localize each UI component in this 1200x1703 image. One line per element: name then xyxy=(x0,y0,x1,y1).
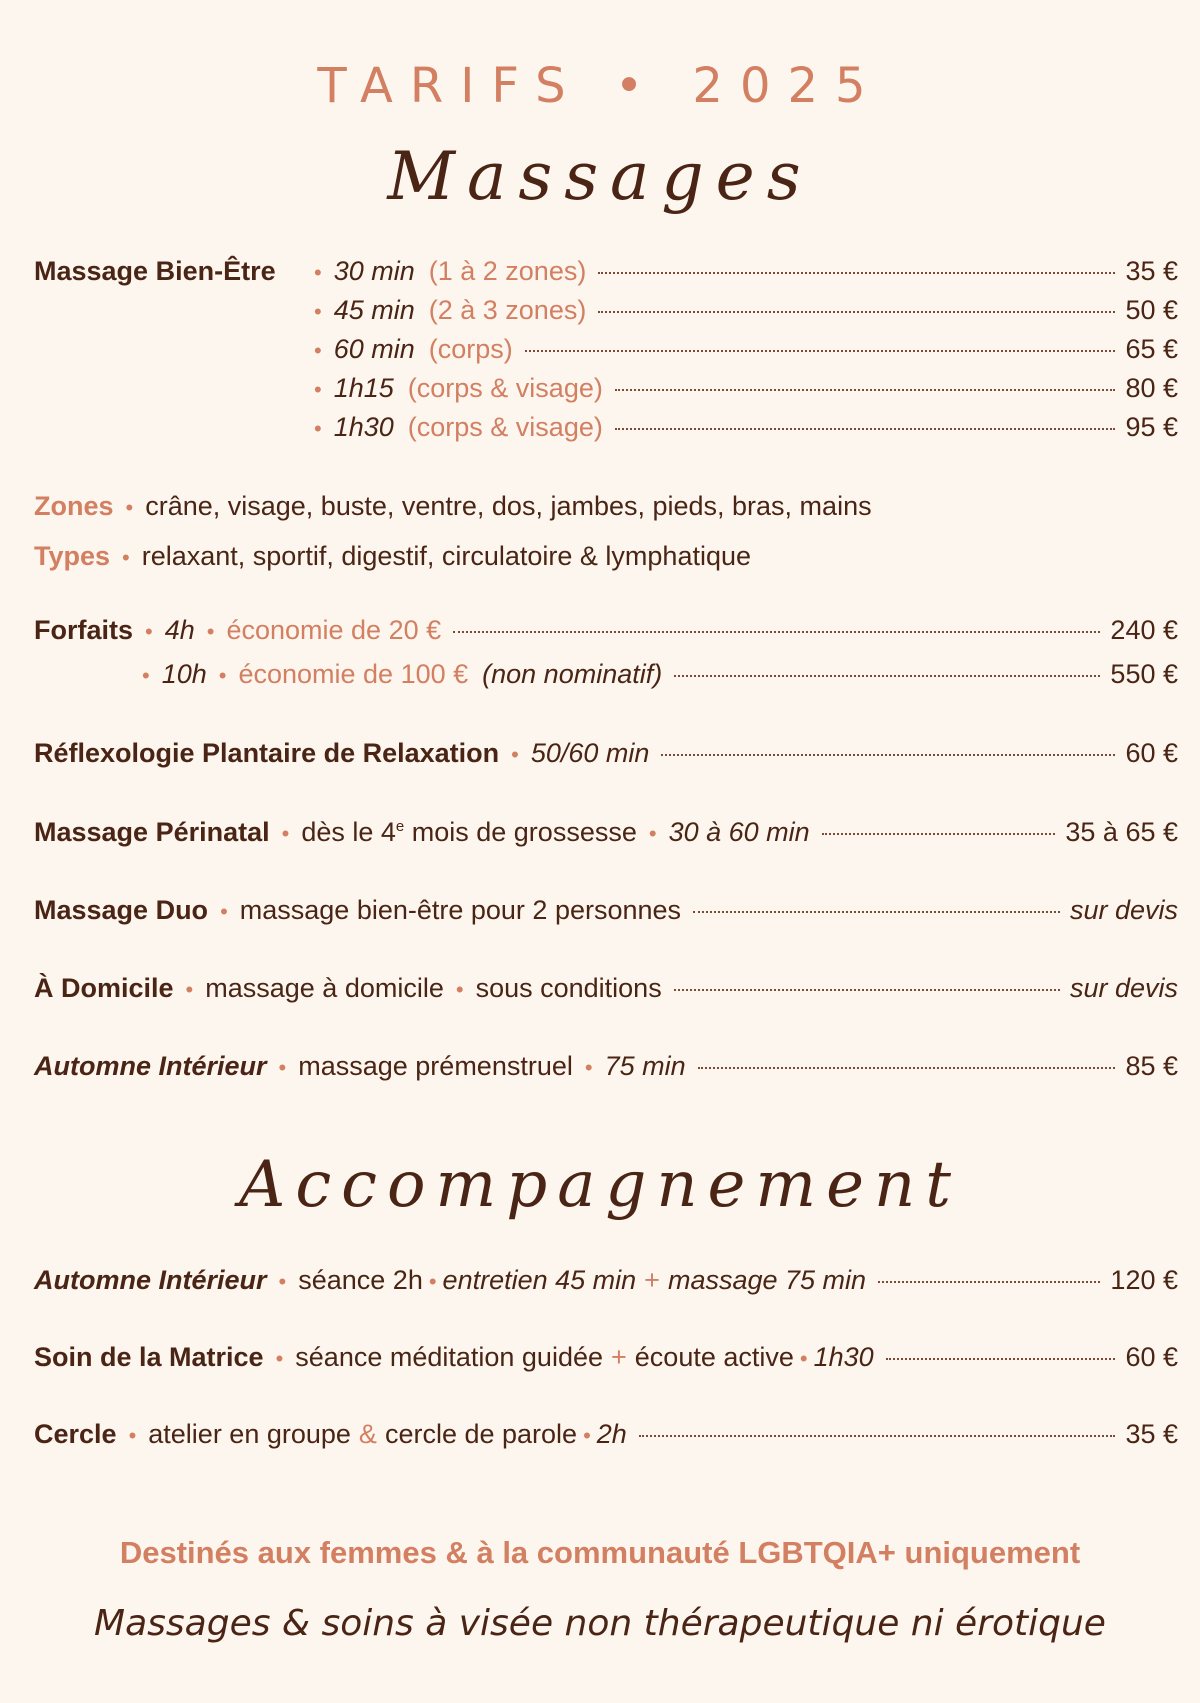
price: 35 € xyxy=(1125,256,1178,286)
zones-text: crâne, visage, buste, ventre, dos, jambes, pieds, bras, mains xyxy=(145,491,872,521)
bullet: • xyxy=(428,1269,437,1294)
price: 60 € xyxy=(1125,738,1178,768)
bullet: • xyxy=(314,416,322,441)
price-row xyxy=(34,412,1178,456)
bullet: • xyxy=(511,742,519,767)
price: 65 € xyxy=(1125,334,1178,364)
bullet: • xyxy=(455,977,464,1002)
note: (non nominatif) xyxy=(482,659,663,689)
leader-dots xyxy=(886,1358,1116,1360)
price-row xyxy=(34,334,1178,378)
price-row xyxy=(34,615,1178,659)
price: 120 € xyxy=(1110,1265,1178,1295)
bullet: • xyxy=(275,1346,284,1371)
price-row xyxy=(34,1051,1178,1095)
section-title-massages: Massages xyxy=(387,138,813,215)
types-text: relaxant, sportif, digestif, circulatoire & lymphatique xyxy=(141,541,752,571)
detail: cercle de parole xyxy=(384,1419,578,1449)
price-row xyxy=(34,373,1178,417)
duration: 75 min xyxy=(604,1051,686,1081)
detail: entretien 45 min xyxy=(442,1265,637,1295)
bullet: • xyxy=(185,977,194,1002)
duration: 30 à 60 min xyxy=(668,817,810,847)
price-row xyxy=(34,256,1178,300)
leader-dots xyxy=(674,675,1100,677)
leader-dots xyxy=(615,428,1116,430)
plus: + xyxy=(644,1265,660,1295)
leader-dots xyxy=(661,754,1115,756)
leader-dots xyxy=(453,631,1100,633)
duration: 1h30 xyxy=(813,1342,874,1372)
service-name: À Domicile xyxy=(34,973,174,1003)
bullet: • xyxy=(278,1269,287,1294)
bullet: • xyxy=(125,495,134,520)
price: 85 € xyxy=(1125,1051,1178,1081)
price-row xyxy=(34,817,1178,861)
detail: massage bien-être pour 2 personnes xyxy=(239,895,682,925)
bullet: • xyxy=(584,1055,593,1080)
detail: séance 2h xyxy=(298,1265,423,1295)
detail: massage à domicile xyxy=(205,973,444,1003)
page-title: TARIFS • 2025 xyxy=(317,58,883,114)
service-name: Automne Intérieur xyxy=(34,1051,267,1081)
detail: écoute active xyxy=(634,1342,794,1372)
types-label: Types xyxy=(34,541,111,571)
bullet: • xyxy=(314,260,322,285)
price: 50 € xyxy=(1125,295,1178,325)
plus: + xyxy=(611,1342,627,1372)
price: 80 € xyxy=(1125,373,1178,403)
detail: dès le 4e mois de grossesse xyxy=(301,817,637,847)
detail: (corps & visage) xyxy=(407,412,603,442)
bullet: • xyxy=(278,1055,287,1080)
leader-dots xyxy=(878,1281,1100,1283)
service-name: Cercle xyxy=(34,1419,117,1449)
leader-dots xyxy=(639,1435,1116,1437)
duration: 10h xyxy=(161,659,207,689)
detail: économie de 100 € xyxy=(238,659,469,689)
section-title-accompagnement: Accompagnement xyxy=(239,1148,961,1222)
bullet: • xyxy=(128,1423,137,1448)
price-row xyxy=(34,1265,1178,1309)
bullet: • xyxy=(122,545,130,570)
bullet: • xyxy=(314,299,322,324)
service-name: Réflexologie Plantaire de Relaxation xyxy=(34,738,500,768)
price: 35 à 65 € xyxy=(1065,817,1178,847)
zones-row xyxy=(34,491,1178,535)
duration: 50/60 min xyxy=(530,738,650,768)
bullet: • xyxy=(314,377,322,402)
detail: massage 75 min xyxy=(667,1265,867,1295)
ampersand: & xyxy=(358,1419,377,1449)
service-name: Forfaits xyxy=(34,615,134,645)
price-row xyxy=(34,295,1178,339)
detail: économie de 20 € xyxy=(226,615,442,645)
bullet: • xyxy=(648,821,657,846)
leader-dots xyxy=(674,989,1060,991)
detail: massage prémenstruel xyxy=(298,1051,573,1081)
price-row xyxy=(34,895,1178,939)
duration: 2h xyxy=(596,1419,627,1449)
bullet: • xyxy=(799,1346,808,1371)
service-name: Massage Bien-Être xyxy=(34,256,276,286)
price: 95 € xyxy=(1125,412,1178,442)
duration: 4h xyxy=(164,615,195,645)
price: 60 € xyxy=(1125,1342,1178,1372)
price-row xyxy=(34,1419,1178,1463)
detail: (2 à 3 zones) xyxy=(428,295,587,325)
detail: (corps) xyxy=(428,334,513,364)
bullet: • xyxy=(314,338,322,363)
price: 240 € xyxy=(1110,615,1178,645)
detail: sous conditions xyxy=(475,973,662,1003)
bullet: • xyxy=(220,899,228,924)
audience-note: Destinés aux femmes & à la communauté LGBTQIA+ uniquement xyxy=(119,1535,1081,1570)
leader-dots xyxy=(598,272,1115,274)
service-name: Soin de la Matrice xyxy=(34,1342,264,1372)
detail: atelier en groupe xyxy=(148,1419,351,1449)
leader-dots xyxy=(525,350,1116,352)
duration: 30 min xyxy=(333,256,415,286)
price: sur devis xyxy=(1069,973,1178,1003)
bullet: • xyxy=(206,619,215,644)
service-name: Automne Intérieur xyxy=(34,1265,267,1295)
service-name: Massage Duo xyxy=(34,895,209,925)
leader-dots xyxy=(693,911,1060,913)
price: sur devis xyxy=(1069,895,1178,925)
duration: 60 min xyxy=(333,334,415,364)
zones-label: Zones xyxy=(34,491,114,521)
bullet: • xyxy=(142,663,150,688)
bullet: • xyxy=(145,619,153,644)
leader-dots xyxy=(598,311,1115,313)
service-name: Massage Périnatal xyxy=(34,817,270,847)
duration: 1h30 xyxy=(333,412,394,442)
leader-dots xyxy=(615,389,1116,391)
bullet: • xyxy=(218,663,227,688)
types-row xyxy=(34,541,1178,585)
disclaimer: Massages & soins à visée non thérapeutique ni érotique xyxy=(94,1603,1106,1644)
bullet: • xyxy=(583,1423,591,1448)
price-row xyxy=(34,1342,1178,1386)
leader-dots xyxy=(822,833,1056,835)
bullet: • xyxy=(281,821,290,846)
price-row xyxy=(34,659,1178,703)
detail: (corps & visage) xyxy=(407,373,603,403)
detail: (1 à 2 zones) xyxy=(428,256,587,286)
duration: 1h15 xyxy=(333,373,394,403)
price: 35 € xyxy=(1125,1419,1178,1449)
detail: séance méditation guidée xyxy=(295,1342,603,1372)
price-row xyxy=(34,738,1178,782)
price-row xyxy=(34,973,1178,1017)
price: 550 € xyxy=(1110,659,1178,689)
leader-dots xyxy=(698,1067,1116,1069)
duration: 45 min xyxy=(333,295,415,325)
